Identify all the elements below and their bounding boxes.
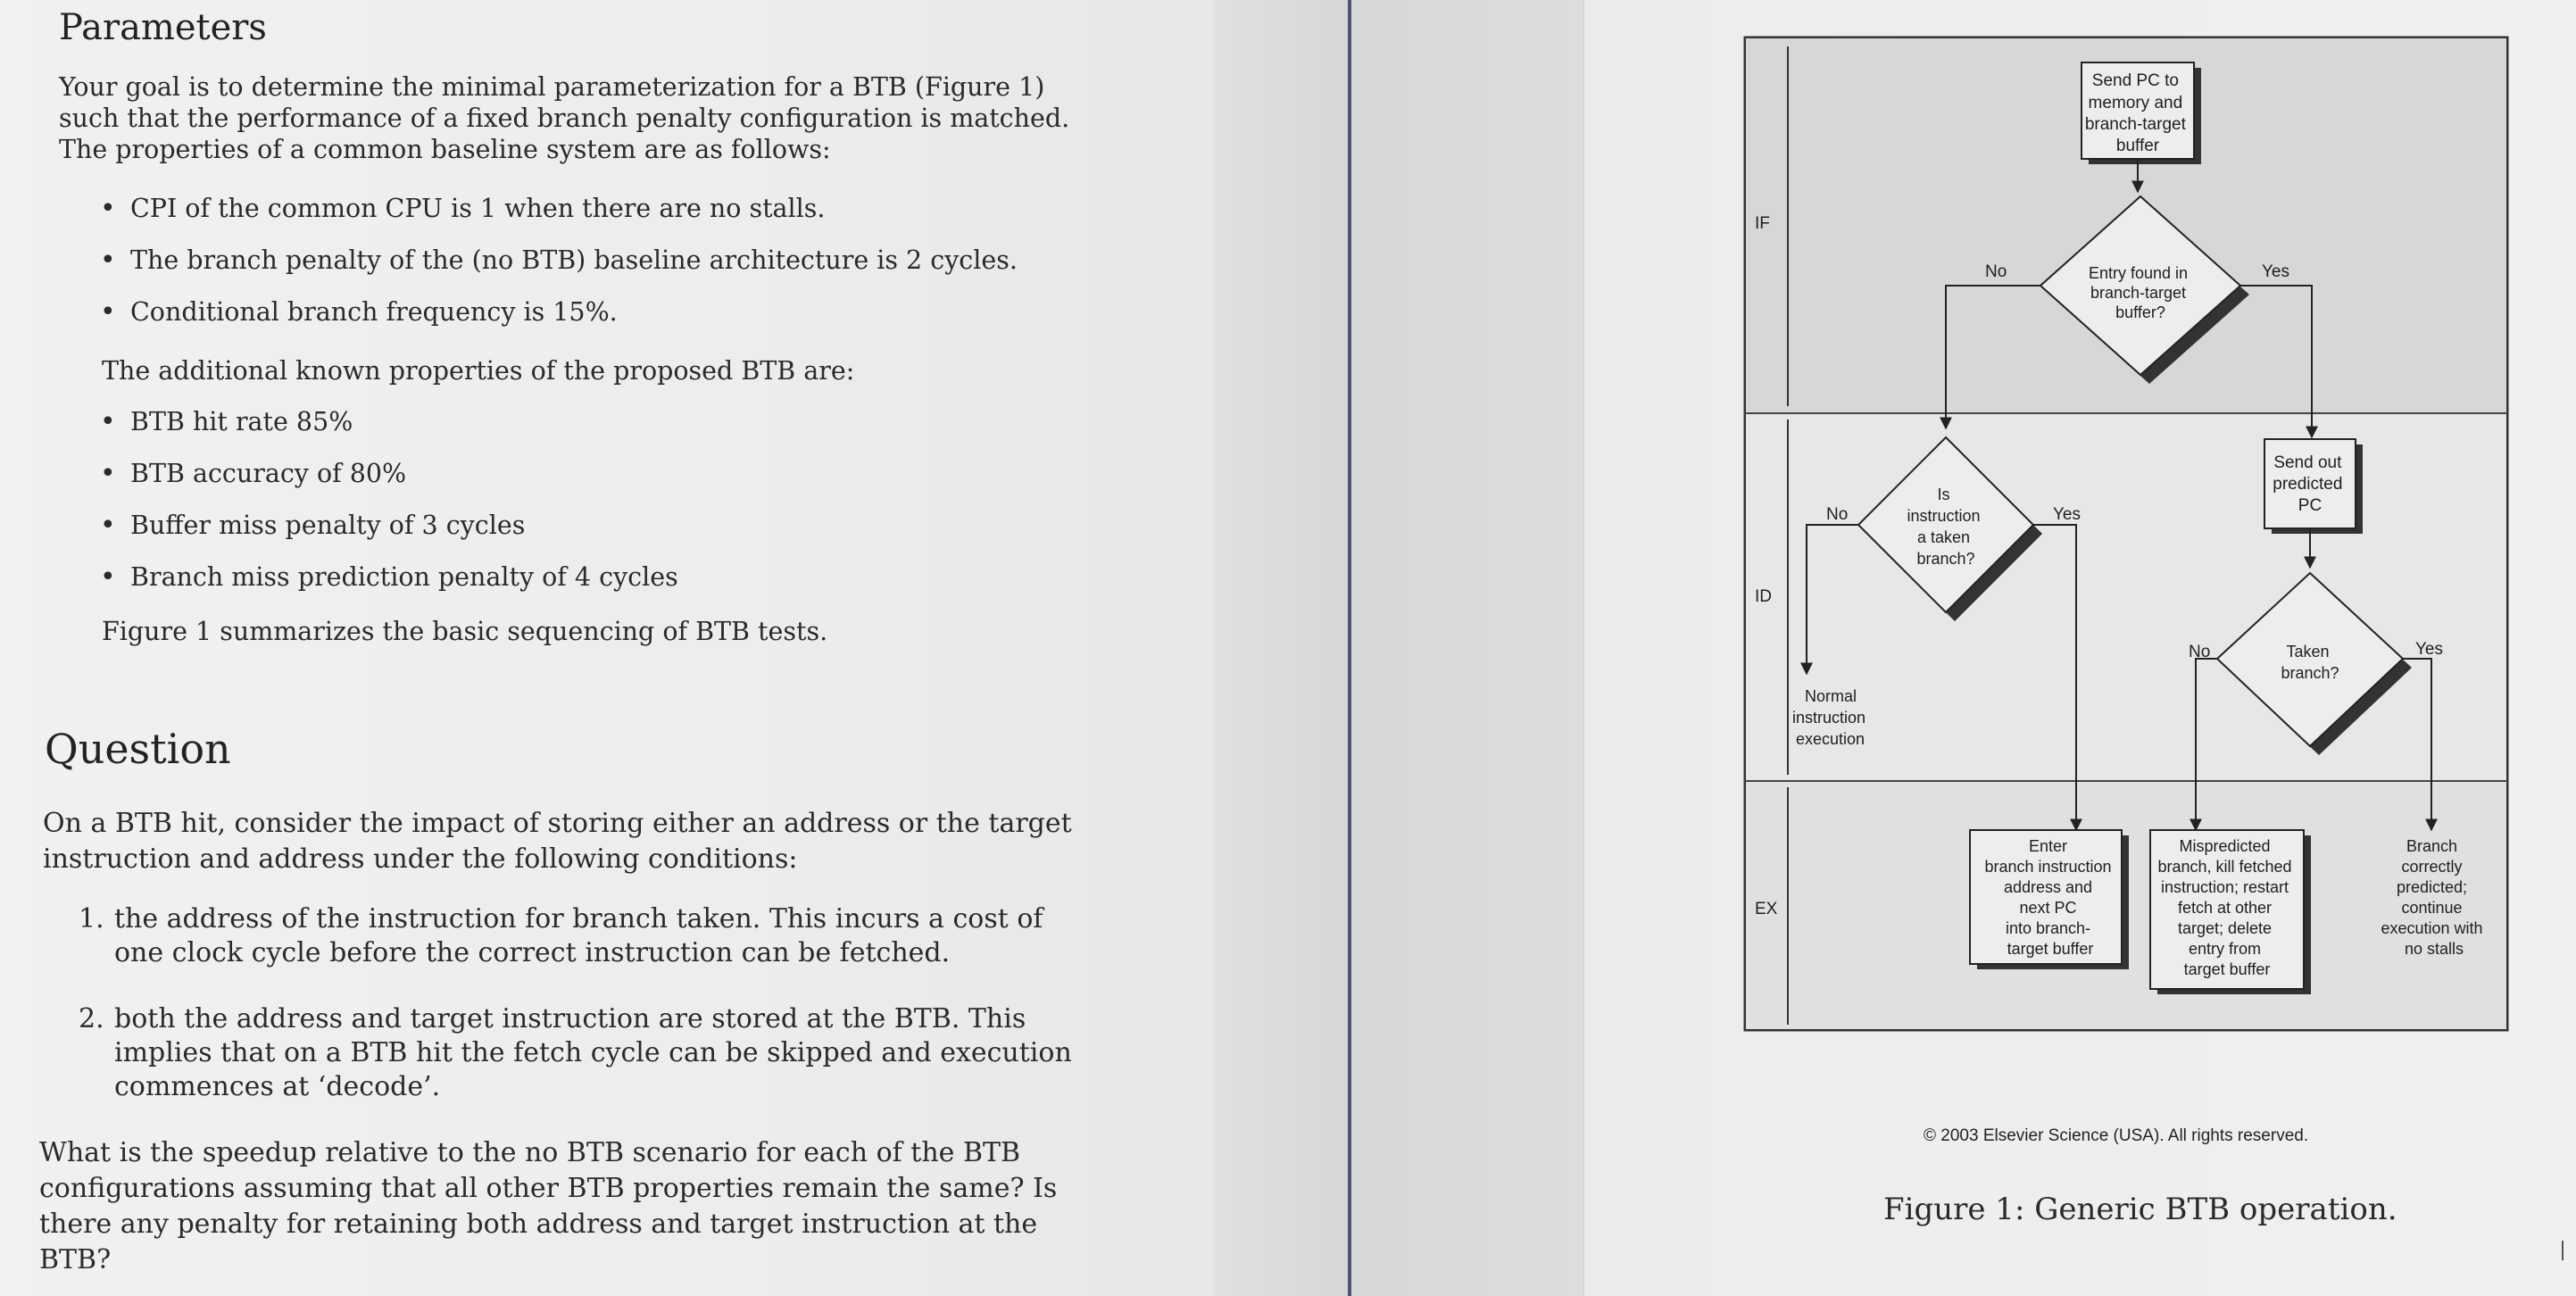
correctly-predicted-text: Branch correctly predicted; continue execution with no stalls — [2381, 837, 2483, 958]
condition-number: 1. — [79, 903, 104, 935]
condition-line: implies that on a BTB hit the fetch cycle can be skipped and execution — [114, 1037, 1072, 1068]
mispredicted-text: Mispredicted branch, kill fetched instruction; restart fetch at other target; delete entry from target buffer — [2157, 837, 2292, 978]
send-pc-text: Send PC to memory and branch-target buffer — [2084, 71, 2186, 155]
entry-found-text: Entry found in branch-target buffer? — [2088, 264, 2189, 321]
question-line: configurations assuming that all other BTB properties remain the same? Is — [39, 1173, 1058, 1204]
intro-line: The properties of a common baseline system are as follows: — [59, 135, 831, 164]
list-item: • BTB accuracy of 80% — [98, 459, 678, 511]
question-line: there any penalty for retaining both address and target instruction at the — [39, 1209, 1038, 1240]
is-taken-text: Is instruction a taken branch? — [1907, 486, 1981, 568]
condition-line: one clock cycle before the correct instruction can be fetched. — [114, 937, 951, 968]
enter-branch-text: Enter branch instruction address and next PC into branch- target buffer — [1984, 837, 2112, 958]
edge-label-yes: Yes — [2053, 505, 2081, 524]
question-heading: Question — [45, 725, 231, 773]
list-item: • BTB hit rate 85% — [98, 407, 678, 459]
parameters-heading: Parameters — [59, 7, 267, 48]
figure-caption: Figure 1: Generic BTB operation. — [1883, 1192, 2397, 1227]
taken-branch-text: Taken branch? — [2281, 643, 2339, 682]
intro-line: On a BTB hit, consider the impact of storing either an address or the target — [43, 808, 1072, 839]
stage-label-id: ID — [1755, 587, 1772, 606]
edge-label-yes: Yes — [2262, 262, 2289, 281]
edge-label-yes: Yes — [2415, 640, 2443, 659]
intro-line: such that the performance of a fixed branch penalty configuration is matched. — [59, 104, 1070, 133]
text-cursor — [2562, 1241, 2564, 1260]
intro-line: instruction and address under the following conditions: — [43, 843, 798, 875]
condition-line: the address of the instruction for branch taken. This incurs a cost of — [114, 903, 1043, 935]
edge-label-no: No — [1826, 505, 1849, 524]
copyright-notice: © 2003 Elsevier Science (USA). All rights reserved. — [1924, 1126, 2309, 1145]
question-line: BTB? — [39, 1244, 112, 1275]
list-item: • The branch penalty of the (no BTB) baseline architecture is 2 cycles. — [98, 245, 1018, 297]
list-item: • CPI of the common CPU is 1 when there are no stalls. — [98, 194, 1018, 245]
list-item: • Conditional branch frequency is 15%. — [98, 297, 1018, 349]
edge-label-no: No — [1985, 262, 2007, 281]
send-predicted-text: Send out predicted PC — [2273, 453, 2343, 515]
stage-label-ex: EX — [1755, 900, 1778, 918]
stage-label-if: IF — [1755, 214, 1770, 233]
figure-reference: Figure 1 summarizes the basic sequencing of BTB tests. — [102, 617, 828, 646]
edge-label-no: No — [2189, 643, 2211, 661]
condition-line: commences at ‘decode’. — [114, 1071, 441, 1102]
question-line: What is the speedup relative to the no BTB scenario for each of the BTB — [39, 1137, 1021, 1168]
condition-number: 2. — [79, 1003, 104, 1034]
normal-execution-text: Normal instruction execution — [1792, 687, 1866, 748]
condition-line: both the address and target instruction are stored at the BTB. This — [114, 1003, 1026, 1034]
list-item: • Branch miss prediction penalty of 4 cycles — [98, 562, 678, 614]
intro-line: Your goal is to determine the minimal parameterization for a BTB (Figure 1) — [59, 72, 1045, 102]
btb-properties-intro: The additional known properties of the proposed BTB are: — [102, 356, 855, 386]
list-item: • Buffer miss penalty of 3 cycles — [98, 511, 678, 562]
